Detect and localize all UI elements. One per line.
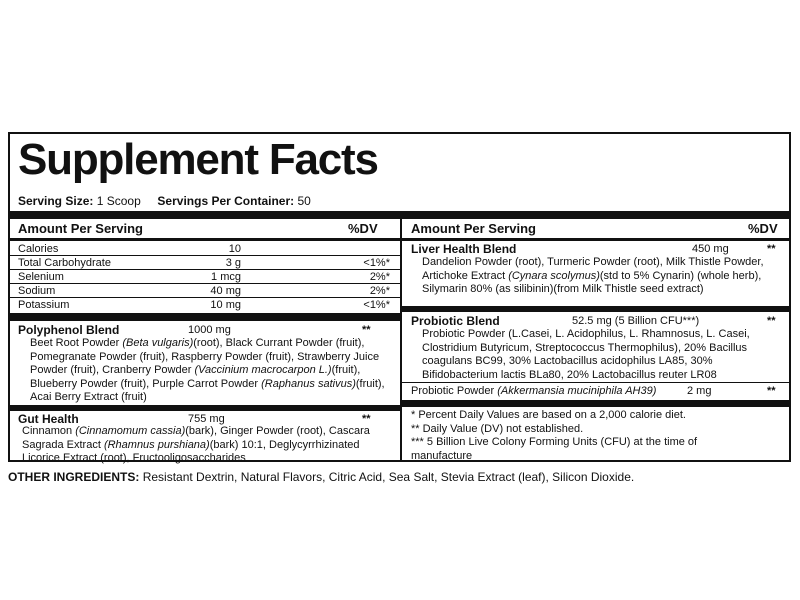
probiotic-powder-divider (402, 382, 789, 383)
ingredient-text: Probiotic Powder (L.Casei, L. Acidophilus, L. Rhamnosus, L. Casei, Clostridium Butyricum, Streptococcus Thermophilus), 20% Bacillus coagulans BC99, 30% Lactobacillus acidophilus LA85, 30% Bifidobacterium lactis BLa80, 20% Lactobacillus reuter LR08 (422, 328, 750, 381)
liver-blend-ingredients (422, 256, 784, 297)
ingredient-text: (bark), Ginger Powder (root), Cascara Sagrada Extract (22, 425, 370, 451)
nutrient-name: Selenium (18, 271, 64, 283)
probiotic-powder-name (411, 384, 656, 398)
nutrient-amount: 3 g (225, 257, 241, 269)
supplement-facts-panel (8, 132, 791, 465)
nutrient-amount: 1 mcg (211, 271, 241, 283)
probiotic-blend-name: Probiotic Blend (411, 314, 500, 328)
other-ingredients-label: OTHER INGREDIENTS: (8, 470, 140, 484)
servings-per-container-label: Servings Per Container: (157, 194, 295, 208)
probiotic-powder-name-plain: Probiotic Powder (411, 385, 498, 397)
footnote-3: *** 5 Billion Live Colony Forming Units (CFU) at the time of manufacture (411, 436, 698, 462)
liver-blend-amount: 450 mg (692, 243, 729, 255)
probiotic-powder-amount: 2 mg (687, 385, 712, 397)
nutrient-name: Calories (18, 243, 59, 255)
gut-health-name: Gut Health (18, 412, 79, 426)
other-ingredients-value: Resistant Dextrin, Natural Flavors, Citric Acid, Sea Salt, Stevia Extract (leaf), Silicon Dioxide. (142, 470, 635, 484)
gut-health-dv: ** (362, 413, 371, 425)
left-thick-bar-mid (10, 313, 400, 321)
servings-per-container-value: 50 (297, 194, 311, 208)
ingredient-text: (root), Black Currant Powder (fruit), Pomegranate Powder (fruit), Raspberry Powder (fruit), Strawberry Juice Powder (fruit), Cranberry Powder (30, 337, 380, 377)
nutrient-dv: 2%* (369, 271, 390, 283)
ingredient-text: (fruit), Blueberry Powder (fruit), Purple Carrot Powder (30, 364, 361, 390)
other-ingredients (8, 470, 634, 484)
nutrient-dv: 2%* (369, 285, 390, 297)
nutrient-name: Total Carbohydrate (18, 257, 111, 269)
probiotic-blend-ingredients (422, 328, 786, 382)
polyphenol-blend-dv: ** (362, 324, 371, 336)
nutrient-amount: 10 mg (210, 299, 241, 311)
nutrient-dv: <1%* (363, 299, 390, 311)
serving-info (18, 194, 311, 208)
right-dv-header: %DV (748, 221, 778, 236)
latin-name: (Cinnamomum cassia) (75, 425, 186, 437)
ingredient-text: Beet Root Powder (30, 337, 123, 349)
nutrient-amount: 10 (228, 243, 241, 255)
footnote-2: ** Daily Value (DV) not established. (411, 423, 584, 435)
probiotic-blend-amount: 52.5 mg (5 Billion CFU***) (572, 315, 700, 327)
nutrient-dv: <1%* (363, 257, 390, 269)
latin-name: (Beta vulgaris) (122, 337, 194, 349)
gut-health-ingredients (22, 425, 394, 466)
footnote-1: * Percent Daily Values are based on a 2,000 calorie diet. (411, 409, 686, 421)
left-amount-header: Amount Per Serving (18, 221, 143, 236)
nutrient-amount: 40 mg (210, 285, 241, 297)
serving-size-label: Serving Size: (18, 194, 94, 208)
probiotic-powder-name-italic: (Akkermansia muciniphila AH39) (497, 385, 657, 397)
gut-health-amount: 755 mg (188, 413, 225, 425)
liver-blend-name: Liver Health Blend (411, 242, 517, 256)
ingredient-text: (fruit), Acai Berry Extract (fruit) (30, 377, 385, 404)
nutrient-name: Sodium (18, 285, 56, 297)
liver-blend-dv: ** (767, 243, 776, 255)
ingredient-text: (bark) 10:1, Deglycyrrhizinated Licorice Extract (root), Fructooligosaccharides (22, 438, 360, 465)
latin-name: (Vaccinium macrocarpon L.) (194, 364, 332, 377)
panel-title: Supplement Facts (18, 135, 378, 184)
ingredient-text: Cinnamon (22, 425, 76, 437)
ingredient-text: (std to 5% Cynarin) (whole herb), Silymarin 80% (as silibinin)(from Milk Thistle seed extract) (422, 269, 762, 296)
ingredient-text: Dandelion Powder (root), Turmeric Powder (root), Milk Thistle Powder, Artichoke Extract (422, 256, 764, 282)
right-header-bar (402, 238, 789, 241)
left-dv-header: %DV (348, 221, 378, 236)
latin-name: (Raphanus sativus) (261, 377, 356, 390)
nutrient-name: Potassium (18, 299, 70, 311)
probiotic-blend-dv: ** (767, 315, 776, 327)
polyphenol-blend-name: Polyphenol Blend (18, 323, 120, 337)
polyphenol-blend-amount: 1000 mg (188, 324, 231, 336)
right-thick-bar-mid (402, 306, 789, 312)
serving-size-value: 1 Scoop (96, 194, 141, 208)
right-thick-bar-lower (402, 400, 789, 407)
probiotic-powder-dv: ** (767, 385, 776, 397)
latin-name: (Cynara scolymus) (508, 269, 600, 282)
polyphenol-blend-ingredients (30, 337, 395, 405)
right-amount-header: Amount Per Serving (411, 221, 536, 236)
column-divider (400, 219, 402, 460)
left-thick-bar-lower (10, 405, 400, 411)
latin-name: (Rhamnus purshiana) (103, 438, 210, 451)
left-header-bar (10, 238, 400, 241)
thick-divider-top (10, 211, 789, 219)
